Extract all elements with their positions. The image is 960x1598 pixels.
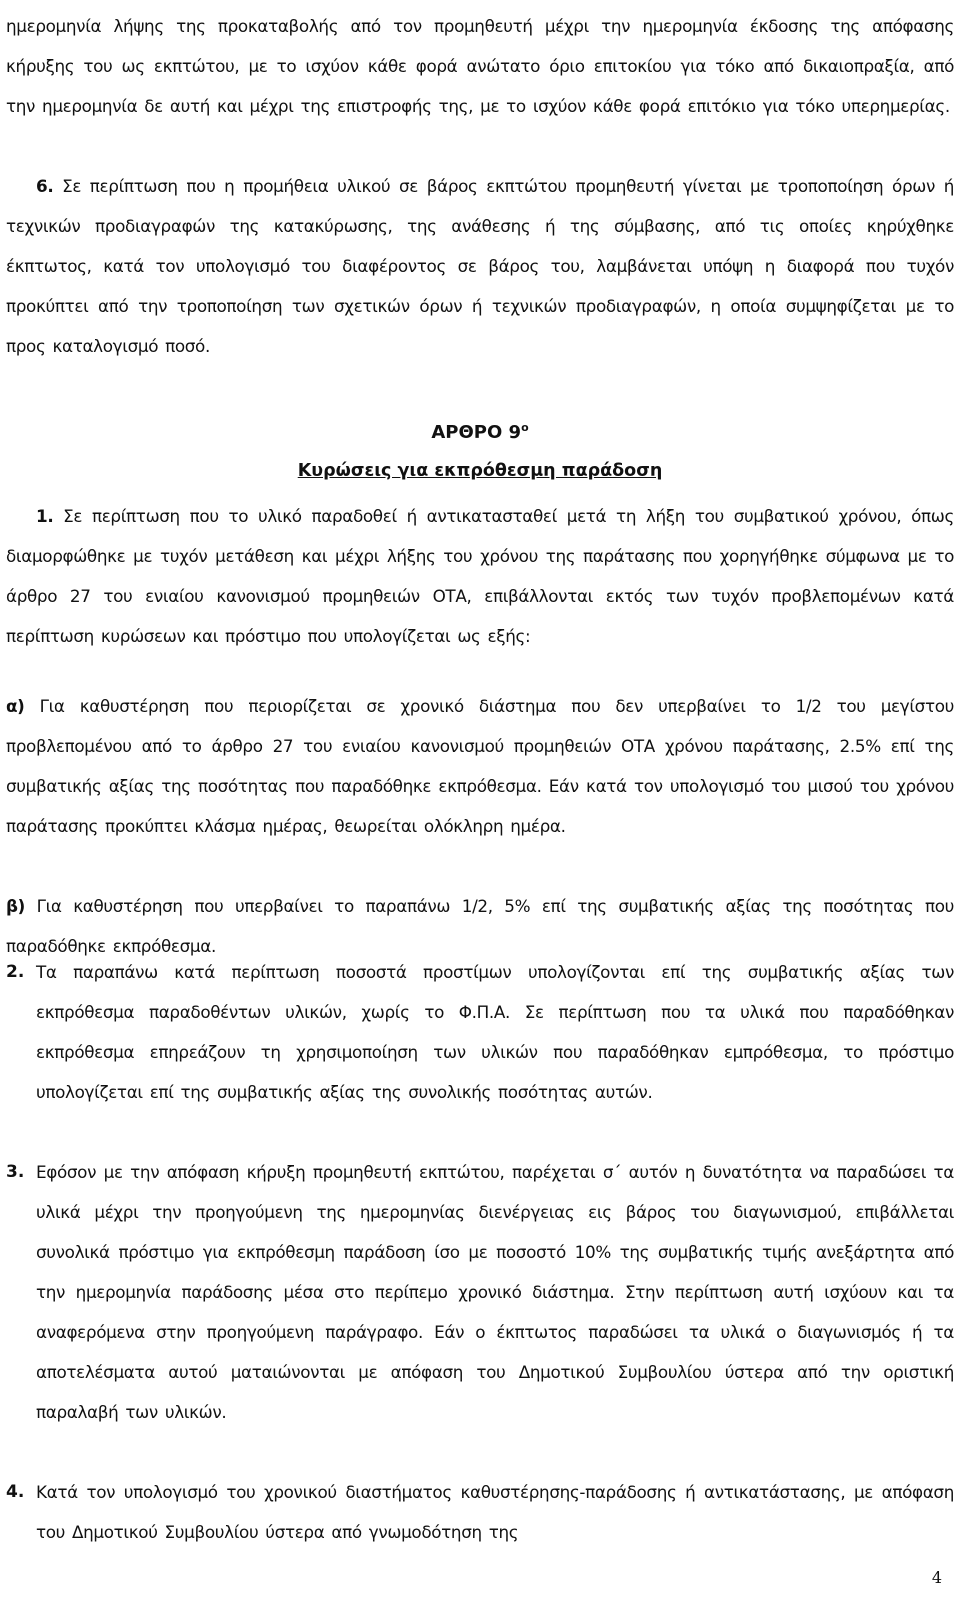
item-a-label: α): [6, 696, 25, 716]
paragraph-2-label: 2.: [6, 962, 25, 982]
paragraph-6: [6, 166, 954, 366]
paragraph-3-label: 3.: [6, 1162, 25, 1182]
item-b-text: Για καθυστέρηση που υπερβαίνει το παραπάνω 1/2, 5% επί της συμβατικής αξίας της ποσότητας που παραδόθηκε εκπρόθεσμα.: [6, 896, 955, 956]
item-a-text: Για καθυστέρηση που περιορίζεται σε χρονικό διάστημα που δεν υπερβαίνει το 1/2 του μεγίστου προβλεπομένου από το άρθρο 27 του ενιαίου κανονισμού προμηθειών ΟΤΑ χρόνου παράτασης, 2.5% επί της συμβατικής αξίας της ποσότητας που παραδόθηκε εκπρόθεσμα. Εάν κατά τον υπολογισμό του μισού του χρόνου παράτασης προκύπτει κλάσμα ημέρας, θεωρείται ολόκληρη ημέρα.: [6, 696, 954, 836]
item-a: [6, 686, 954, 846]
paragraph-2-text: Τα παραπάνω κατά περίπτωση ποσοστά προστίμων υπολογίζονται επί της συμβατικής αξίας των εκπρόθεσμα παραδοθέντων υλικών, χωρίς το Φ.Π.Α. Σε περίπτωση που τα υλικά που παραδόθηκαν εκπρόθεσμα επηρεάζουν τη χρησιμοποίηση των υλικών που παραδόθηκαν εμπρόθεσμα, το πρόστιμο υπολογίζεται επί της συμβατικής αξίας της συνολικής ποσότητας αυτών.: [36, 962, 954, 1102]
page-number: 4: [931, 1568, 942, 1587]
paragraph-1-text: Σε περίπτωση που το υλικό παραδοθεί ή αντικατασταθεί μετά τη λήξη του συμβατικού χρόνου, όπως διαμορφώθηκε με τυχόν μετάθεση και μέχρι λήξης του χρόνου της παράτασης που χορηγήθηκε σύμφωνα με το άρθρο 27 του ενιαίου κανονισμού προμηθειών ΟΤΑ, επιβάλλονται εκτός των τυχόν προβλεπομένων κατά περίπτωση κυρώσεων και πρόστιμο που υπολογίζεται ως εξής:: [6, 506, 954, 646]
paragraph-3: [6, 1152, 954, 1432]
paragraph-3-text: Εφόσον με την απόφαση κήρυξη προμηθευτή εκπτώτου, παρέχεται σ΄ αυτόν η δυνατότητα να παραδώσει τα υλικά μέχρι την προηγούμενη της ημερομηνίας διενέργειας εις βάρος του διαγωνισμού, επιβάλλεται συνολικά πρόστιμο για εκπρόθεσμη παράδοση ίσο με ποσοστό 10% της συμβατικής τιμής ανεξάρτητα από την ημερομηνία παράδοσης μέσα στο περίπεμο χρονικό διάστημα. Στην περίπτωση αυτή ισχύουν και τα αναφερόμενα στην προηγούμενη παράγραφο. Εάν ο έκπτωτος παραδώσει τα υλικά ο διαγωνισμός ή τα αποτελέσματα αυτού ματαιώνονται με απόφαση του Δημοτικού Συμβουλίου ύστερα από την οριστική παραλαβή των υλικών.: [36, 1162, 954, 1422]
paragraph-6-text: Σε περίπτωση που η προμήθεια υλικού σε βάρος εκπτώτου προμηθευτή γίνεται με τροποποίηση όρων ή τεχνικών προδιαγραφών της κατακύρωσης, της ανάθεσης ή της σύμβασης, από τις οποίες κηρύχθηκε έκπτωτος, κατά τον υπολογισμό του διαφέροντος σε βάρος του, λαμβάνεται υπόψη η διαφορά που τυχόν προκύπτει από την τροποποίηση των σχετικών όρων ή τεχνικών προδιαγραφών, η οποία συμψηφίζεται με το προς καταλογισμό ποσό.: [6, 176, 954, 356]
article-subtitle: Κυρώσεις για εκπρόθεσμη παράδοση: [297, 461, 663, 481]
paragraph-6-label: 6.: [36, 176, 54, 196]
paragraph-4-text: Κατά τον υπολογισμό του χρονικού διαστήματος καθυστέρησης-παράδοσης ή αντικατάστασης, με απόφαση του Δημοτικού Συμβουλίου ύστερα από γνωμοδότηση της: [36, 1482, 954, 1542]
paragraph-4-label: 4.: [6, 1482, 25, 1502]
paragraph-2: [6, 952, 954, 1112]
item-b-label: β): [6, 896, 25, 916]
paragraph-1-label: 1.: [36, 506, 54, 526]
paragraph-1: [6, 496, 954, 656]
article-title-superscript: ο: [521, 421, 529, 434]
article-title: ΑΡΘΡΟ $9^o$: [431, 421, 529, 443]
intro-paragraph: ημερομηνία λήψης της προκαταβολής από τον προμηθευτή μέχρι την ημερομηνία έκδοσης της απόφασης κήρυξης του ως εκπτώτου, με το ισχύον κάθε φορά ανώτατο όριο επιτοκίου για τόκο από δικαιοπραξία, από την ημερομηνία δε αυτή και μέχρι της επιστροφής της, με το ισχύον κάθε φορά επιτόκιο για τόκο υπερημερίας.: [6, 16, 954, 116]
paragraph-4: [6, 1472, 954, 1552]
